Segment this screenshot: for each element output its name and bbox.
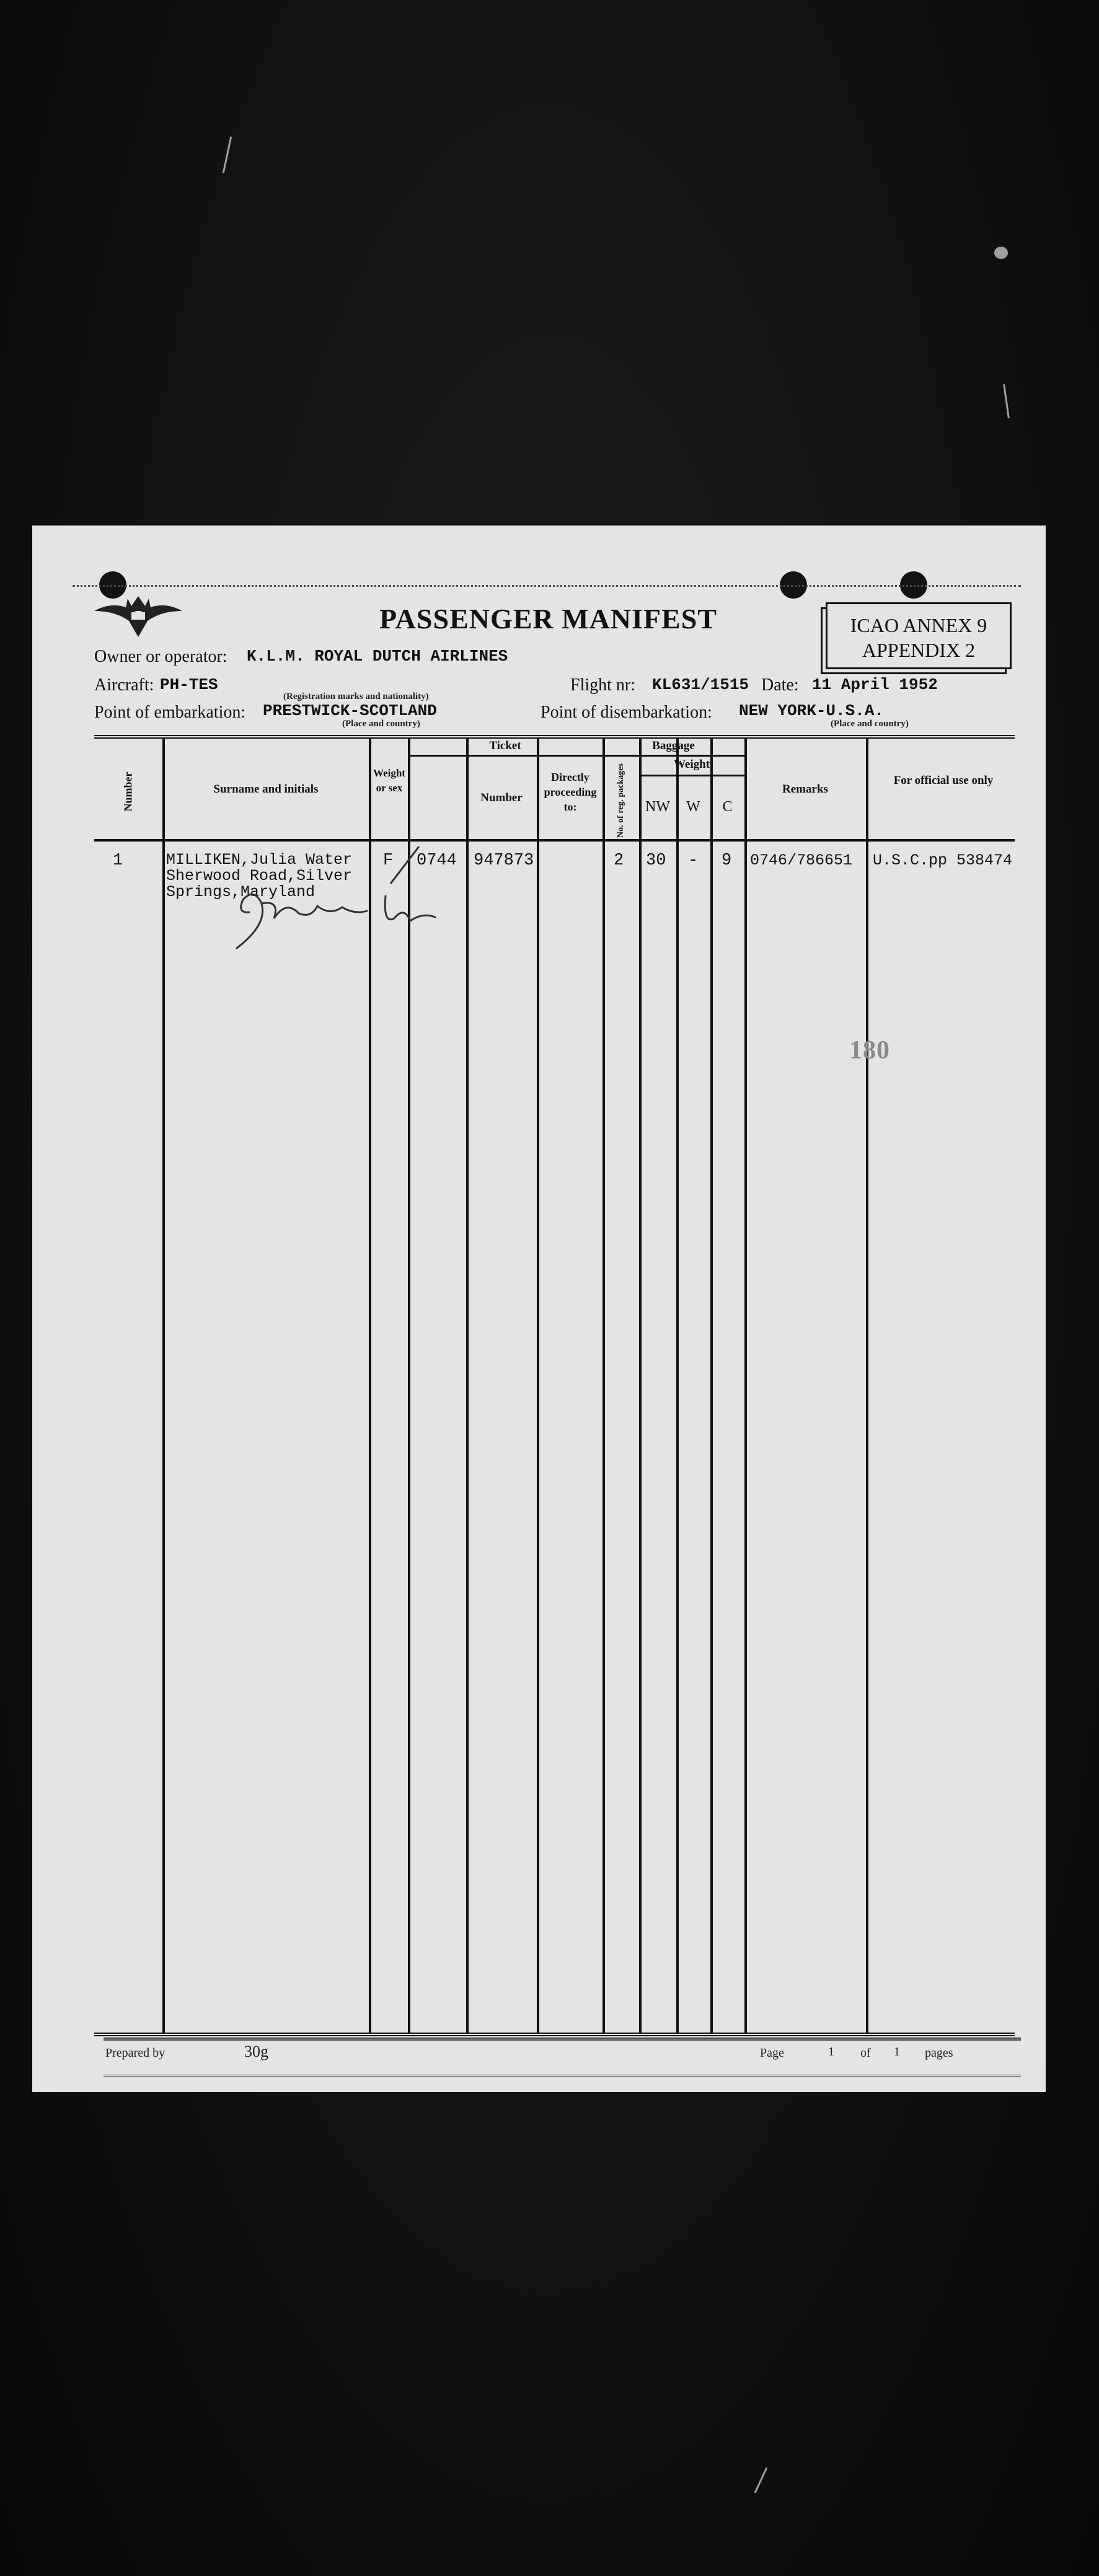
official-use-value: U.S.C.pp 538474 — [873, 851, 1013, 869]
owner-value: K.L.M. ROYAL DUTCH AIRLINES — [247, 647, 508, 666]
embarkation-note: (Place and country) — [342, 719, 420, 729]
disembarkation-label: Point of disembarkation: — [541, 703, 712, 722]
footer-rule — [104, 2038, 1021, 2041]
total-pages: 1 — [894, 2045, 900, 2059]
of-label: of — [860, 2046, 871, 2060]
column-divider — [866, 739, 868, 2033]
annex-box — [826, 602, 1012, 669]
page-label: Page — [760, 2046, 784, 2060]
header-remarks: Remarks — [782, 783, 828, 796]
passenger-sex: F — [383, 851, 394, 870]
header-weight: Weight — [673, 758, 710, 771]
column-divider — [676, 739, 679, 2033]
header-baggage: Baggage — [652, 739, 695, 752]
flight-label: Flight nr: — [570, 675, 636, 695]
ticket-number: 947873 — [474, 851, 534, 870]
header-rule-ticket — [408, 755, 602, 757]
ticket-prefix: 0744 — [417, 851, 457, 870]
passenger-address-line-2: Springs,Maryland — [166, 883, 316, 901]
prepared-by-value: 30g — [244, 2042, 268, 2060]
disembarkation-note: (Place and country) — [831, 719, 909, 729]
header-weight-sex: Weight or sex — [373, 767, 405, 794]
date-value: 11 April 1952 — [812, 675, 938, 694]
weight-nw: 30 — [646, 851, 666, 870]
header-bottom-rule — [94, 839, 1015, 842]
date-label: Date: — [761, 675, 799, 695]
column-divider — [639, 739, 642, 2033]
header-w: W — [686, 799, 700, 815]
header-surname: Surname and initials — [213, 783, 319, 796]
page-number: 1 — [828, 2045, 834, 2059]
scan-scratch — [994, 247, 1008, 259]
pages-label: pages — [925, 2046, 953, 2060]
embarkation-value: PRESTWICK-SCOTLAND — [263, 701, 437, 720]
column-divider — [537, 739, 539, 2033]
header-c: C — [722, 799, 733, 815]
header-number: Number — [121, 771, 135, 812]
header-rule-baggage — [602, 755, 744, 757]
column-divider — [710, 739, 713, 2033]
header-no-reg: No. of reg. packages — [616, 763, 625, 838]
header-ticket-number: Number — [480, 791, 523, 804]
embarkation-label: Point of embarkation: — [94, 703, 246, 722]
klm-logo-icon — [92, 592, 185, 641]
manifest-page — [32, 525, 1046, 2092]
header-ticket: Ticket — [489, 739, 521, 752]
remarks-value: 0746/786651 — [750, 851, 853, 869]
header-directly: Directly proceeding to: — [544, 771, 597, 813]
column-divider — [602, 739, 605, 2033]
passenger-name: MILLIKEN,Julia Water — [166, 851, 353, 869]
disembarkation-value: NEW YORK-U.S.A. — [739, 701, 885, 720]
column-divider — [162, 739, 165, 2033]
flight-value: KL631/1515 — [652, 675, 749, 694]
annex-line-2: APPENDIX 2 — [862, 639, 976, 661]
annex-line-1: ICAO ANNEX 9 — [850, 614, 987, 636]
owner-label: Owner or operator: — [94, 647, 227, 666]
column-divider — [466, 739, 469, 2033]
aircraft-label: Aircraft: — [94, 675, 154, 695]
manifest-table — [94, 735, 1015, 2036]
perforation-line — [73, 585, 1021, 587]
footer-bottom-rule — [104, 2075, 1021, 2077]
package-count: 2 — [614, 851, 624, 870]
aircraft-note: (Registration marks and nationality) — [283, 692, 429, 701]
weight-w: - — [688, 851, 699, 870]
stamp-number: 180 — [849, 1036, 890, 1065]
header-official: For official use only — [893, 774, 994, 787]
column-divider — [744, 739, 747, 2033]
header-rule-weight — [639, 775, 744, 776]
header-nw: NW — [645, 799, 670, 815]
passenger-address-line-1: Sherwood Road,Silver — [166, 867, 353, 885]
aircraft-value: PH-TES — [160, 675, 218, 694]
row-number: 1 — [113, 851, 123, 870]
page-title: PASSENGER MANIFEST — [379, 603, 717, 635]
weight-c: 9 — [722, 851, 732, 870]
prepared-by-label: Prepared by — [105, 2046, 166, 2060]
check-mark-icon — [386, 844, 423, 887]
